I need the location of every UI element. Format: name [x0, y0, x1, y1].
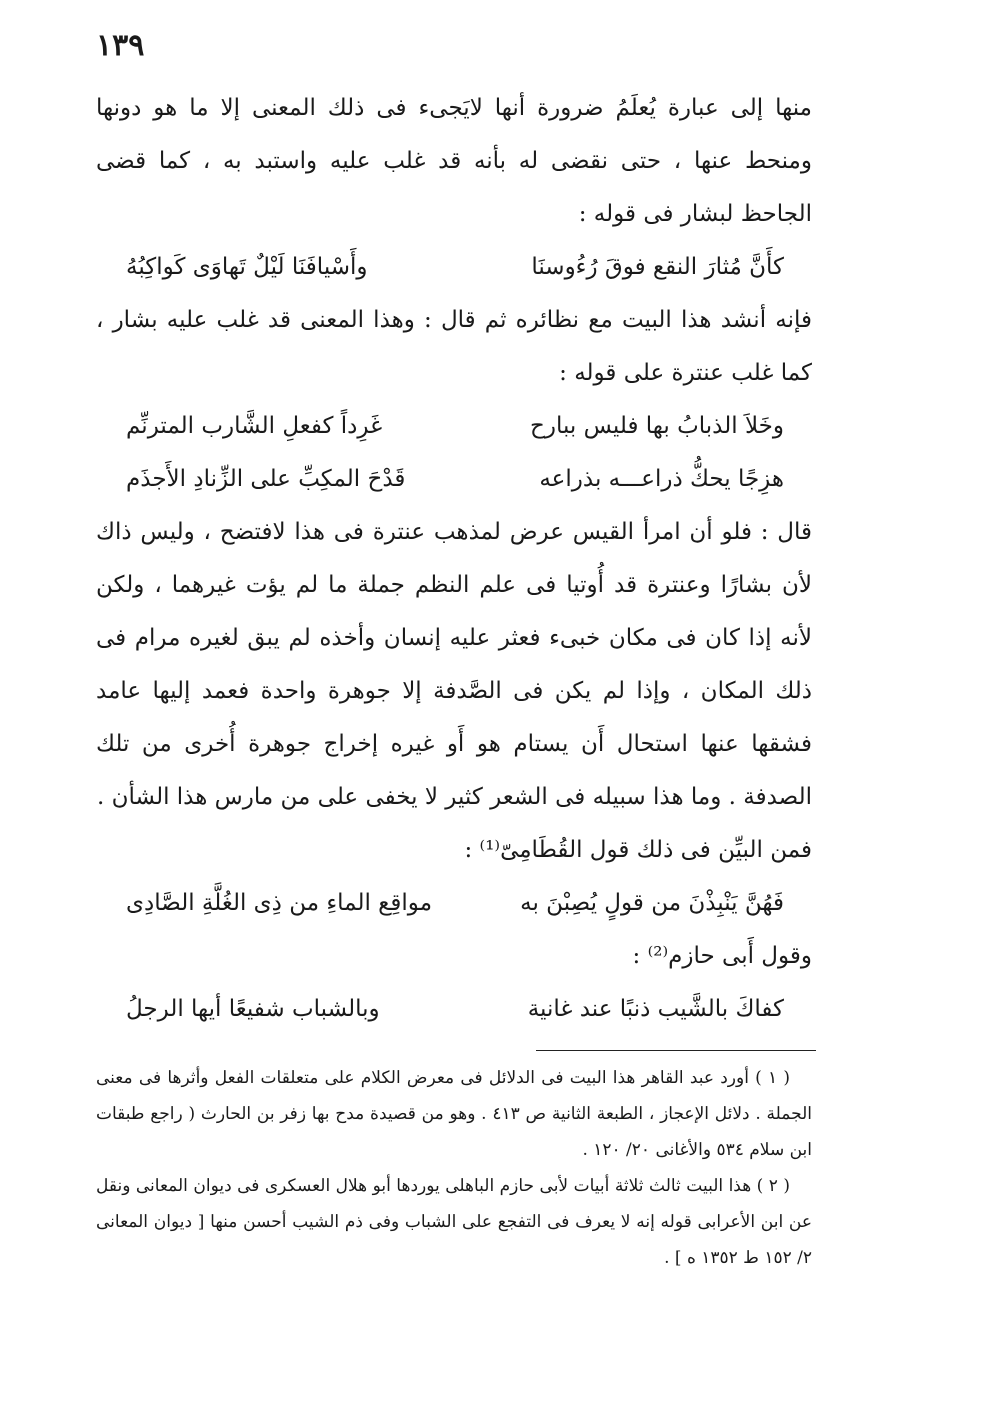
page-number: ١٣٩ [96, 28, 145, 63]
verse-antara [96, 400, 812, 506]
paragraph-2: فإنه أنشد هذا البيت مع نظائره ثم قال : وهذا المعنى قد غلب عليه بشار ، كما غلب عنترة على قوله : [96, 307, 812, 386]
footnote-1: ( ١ ) أورد عبد القاهر هذا البيت فى الدلائل فى معرض الكلام على متعلقات الفعل وأثرها فى معنى الجملة . دلائل الإعجاز ، الطبعة الثانية ص ٤١٣ . وهو من قصيدة مدح بها زفر بن الحارث ( راجع طبقات ابن سلام ٥٣٤ والأغانى ٢٠/ ١٢٠ . [96, 1068, 812, 1160]
hemistich-second: مواقِع الماءِ من ذِى الغُلَّةِ الصَّادِى [126, 890, 433, 916]
hemistich-second: وبالشباب شفيعًا أيها الرجلُ [126, 996, 380, 1022]
paragraph-4: فمن البيِّن فى ذلك قول القُطَامِىّ⁽¹⁾ : [464, 837, 812, 863]
verse-bashar [96, 241, 812, 294]
hemistich-second: وأَسْيافَنَا لَيْلٌ تَهاوَى كَواكِبُهُ [126, 254, 368, 280]
hemistich-first: وخَلاَ الذبابُ بها فليس ببارح [529, 413, 784, 439]
hemistich-first: كأَنَّ مُثارَ النقع فوقَ رُءُوسنَا [531, 254, 784, 280]
paragraph-1: منها إلى عبارة يُعلَمُ ضرورة أنها لايَجىء فى ذلك المعنى إلا ما هو دونها ومنحط عنها ، حتى نقضى له بأنه قد غلب عليه واستبد به ، كما قضى الجاحظ لبشار فى قوله : [96, 95, 812, 227]
footnote-divider [536, 1050, 816, 1051]
verse-abu-hazim [96, 983, 812, 1036]
verse-qutami [96, 877, 812, 930]
paragraph-5: وقول أَبى حازم⁽²⁾ : [632, 943, 812, 969]
hemistich-first: كفاكَ بالشَّيب ذنبًا عند غانية [527, 996, 784, 1022]
main-text [96, 82, 812, 1036]
paragraph-3: قال : فلو أن امرأ القيس عرض لمذهب عنترة فى هذا لافتضح ، وليس ذاك لأن بشارًا وعنترة قد أُوتيا فى علم النظم جملة ما لم يؤت غيرهما ، ولكن لأنه إذا كان فى مكان خبىء فعثر عليه إنسان وأخذه لم يبق لغيره مرام فى ذلك المكان ، وإذا لم يكن فى الصَّدفة إلا جوهرة واحدة فعمد إليها عامد فشقها عنها استحال أَن يستام هو أَو غيره إخراج جوهرة أُخرى من تلك الصدفة . وما هذا سبيله فى الشعر كثير لا يخفى على من مارس هذا الشأن . [96, 519, 812, 810]
hemistich-second: قَدْحَ المكِبِّ على الزِّنادِ الأَجذَم [126, 466, 406, 492]
hemistich-first: فَهُنَّ يَنْبِذْنَ من قولٍ يُصِبْنَ به [520, 890, 784, 916]
hemistich-second: غَرِداً كفعلِ الشَّارب المترنِّم [126, 413, 383, 439]
footnotes [96, 1060, 812, 1276]
hemistich-first: هزِجًا يحكُّ ذراعـــه بذراعه [539, 466, 784, 492]
footnote-2: ( ٢ ) هذا البيت ثالث ثلاثة أبيات لأبى حازم الباهلى يوردها أبو هلال العسكرى فى ديوان المعانى ونقل عن ابن الأعرابى قوله إنه لا يعرف فى التفجع على الشباب وفى ذم الشيب أحسن منها [ ديوان المعانى ٢/ ١٥٢ ط ١٣٥٢ ه ] . [96, 1176, 812, 1268]
